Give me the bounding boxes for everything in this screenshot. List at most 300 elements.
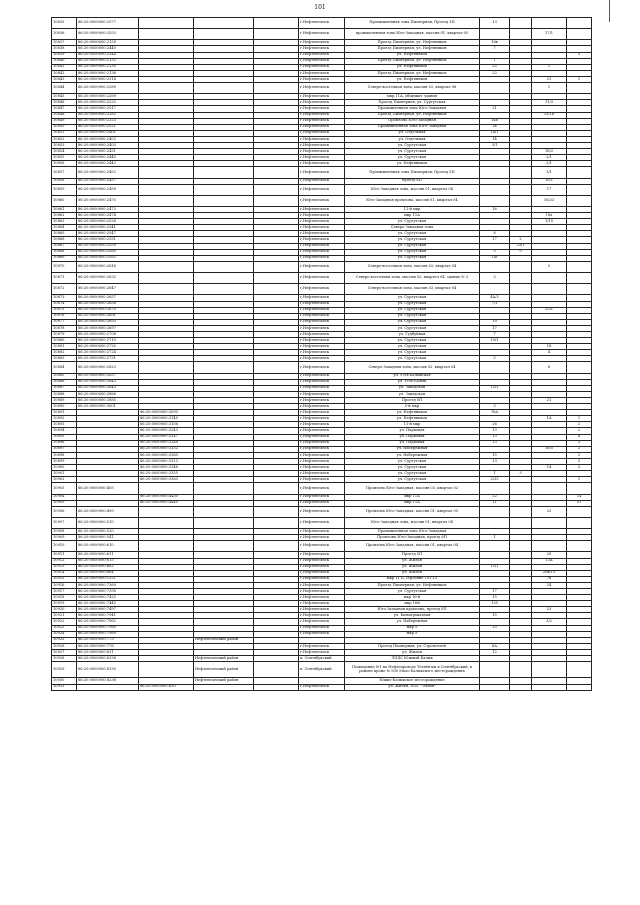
table-cell: 10923 (52, 625, 77, 631)
table-cell: ул. Нефтяников (345, 52, 480, 58)
table-cell: ул. Сургутская (345, 344, 480, 350)
table-cell: г.Нефтеюганск (299, 471, 345, 477)
table-cell: 18 (532, 344, 567, 350)
table-cell: 10890 (52, 404, 77, 410)
table-cell: п. Сентябрьский (299, 662, 345, 678)
table-cell: 10872 (52, 284, 77, 295)
table-cell: 86:20:0000000:2470 (77, 195, 139, 206)
table-cell: 10857 (52, 167, 77, 178)
table-cell: 86:20:0000000:2866 (77, 391, 139, 397)
table-cell: г.Нефтеюганск (299, 649, 345, 655)
table-cell: ул. Сургутская (345, 243, 480, 249)
table-cell: 86:20:0000000:2443 (77, 161, 139, 167)
table-cell: 10864 (52, 225, 77, 231)
table-cell: 10898 (52, 452, 77, 458)
table-cell (567, 83, 592, 94)
table-cell: 86:20:0000000:7497 (77, 607, 139, 613)
table-cell (194, 684, 254, 690)
table-cell (480, 184, 510, 195)
table-cell: ул. Сургутская (345, 295, 480, 301)
table-cell (480, 284, 510, 295)
table-cell: ул. Жилая, ПОС "Эллия" (345, 684, 480, 690)
table-cell: 10877 (52, 319, 77, 325)
table-cell: 5-й мкр (345, 404, 480, 410)
table-cell: г.Нефтеюганск (299, 178, 345, 184)
table-cell: 14 (532, 465, 567, 471)
table-cell: 10875 (52, 307, 77, 313)
table-cell: 86:20:0000000:7980 (77, 625, 139, 631)
table-cell (254, 662, 299, 678)
table-cell (532, 662, 567, 678)
table-cell: 20в/15 (532, 570, 567, 576)
table-cell (480, 261, 510, 272)
table-cell: г.Нефтеюганск (299, 452, 345, 458)
table-cell (532, 273, 567, 284)
table-cell (480, 506, 510, 517)
table-cell: г.Нефтеюганск (299, 379, 345, 385)
table-cell: 1А (532, 416, 567, 422)
table-cell (567, 541, 592, 552)
table-cell: 10880 (52, 338, 77, 344)
table-cell: 86:20:0000000:2431 (77, 149, 139, 155)
table-cell: 10836 (52, 29, 77, 40)
table-cell: 10837 (52, 40, 77, 46)
table-cell: г.Нефтеюганск (299, 319, 345, 325)
table-cell: 86:20:0000000:2457 (77, 178, 139, 184)
table-cell: Проезд 5П (345, 398, 480, 404)
table-cell: мкр 5 (345, 631, 480, 637)
table-cell: 86:20:0000000:405 (77, 483, 139, 494)
table-cell: мкр 11А (345, 500, 480, 506)
table-cell: 11/3 (532, 100, 567, 106)
table-cell (510, 541, 532, 552)
table-cell (194, 483, 254, 494)
table-cell: 22 (480, 494, 510, 500)
table-cell: г.Нефтеюганск (299, 373, 345, 379)
table-cell: 10839 (52, 52, 77, 58)
table-cell: 86:20:0000000:2440 (77, 46, 139, 52)
table-cell: 10900 (52, 465, 77, 471)
table-cell: 15 (480, 625, 510, 631)
table-cell: 86:20:0000000:2517 (77, 106, 139, 112)
table-cell: 18/2 (532, 149, 567, 155)
table-cell: ул. Сургутская (345, 155, 480, 161)
table-cell (567, 261, 592, 272)
table-cell: мкр 11 Б, строение 101-15 (345, 576, 480, 582)
table-cell: 86:20:0000000:811 (77, 649, 139, 655)
table-cell: 10/1 (532, 178, 567, 184)
table-cell: ул. Сургутская (345, 219, 480, 225)
table-cell: мкр 11А (345, 494, 480, 500)
table-cell (77, 684, 139, 690)
table-cell: 86:20:0000000:7445 (77, 601, 139, 607)
table-cell: г.Нефтеюганск (299, 398, 345, 404)
table-cell (480, 195, 510, 206)
table-cell: 86:20:0000000:2632 (77, 273, 139, 284)
table-cell (254, 284, 299, 295)
table-cell: 86:20:0000000:2225 (77, 100, 139, 106)
table-cell (254, 184, 299, 195)
table-cell: г.Нефтеюганск (299, 350, 345, 356)
table-cell: 86:20:0000000:662 (77, 564, 139, 570)
table-cell: 10906 (52, 506, 77, 517)
table-cell: 86:20:0000000:2553 (77, 29, 139, 40)
table-cell: 10854 (52, 149, 77, 155)
table-cell: г.Нефтеюганск (299, 261, 345, 272)
table-cell: ул. Сургутская (345, 237, 480, 243)
table-cell (567, 167, 592, 178)
table-cell: г.Нефтеюганск (299, 136, 345, 142)
table-cell: 86:20:0000000:3093 (139, 410, 194, 416)
table-cell: Проезд Пионерная, ул. Нефтяников (345, 70, 480, 76)
table-cell: 13 (480, 434, 510, 440)
table-cell: 86:20:0000000:4440 (139, 500, 194, 506)
table-cell: 1 (532, 64, 567, 70)
table-cell: 10884 (52, 362, 77, 373)
table-cell: 86:20:0000000:1321 (77, 576, 139, 582)
table-cell: г.Нефтеюганск (299, 237, 345, 243)
table-cell: 10902 (52, 477, 77, 483)
table-cell: 86:20:0000000:2731 (77, 356, 139, 362)
table-cell: 14/1 (480, 130, 510, 136)
table-cell: 86:20:0000000:2582 (77, 255, 139, 261)
table-cell (510, 83, 532, 94)
table-cell: 5 (532, 261, 567, 272)
table-cell: 10859 (52, 184, 77, 195)
table-cell (510, 167, 532, 178)
table-cell: 10921 (52, 613, 77, 619)
table-cell: г.Нефтеюганск (299, 404, 345, 410)
table-cell: 2 (567, 452, 592, 458)
table-cell: 12 (480, 649, 510, 655)
table-cell: 1 (567, 76, 592, 82)
table-cell: 86:20:0000000:2403 (77, 142, 139, 148)
table-cell: г.Нефтеюганск (299, 64, 345, 70)
table-cell: ул. Заводская (345, 391, 480, 397)
table-cell: г.Нефтеюганск (299, 331, 345, 337)
table-cell: г.Нефтеюганск (299, 255, 345, 261)
table-cell: ул. Усть-Балык (345, 379, 480, 385)
table-cell: 86:20:0000000:2544 (77, 52, 139, 58)
table-cell: Проезд Пионерная, ул. Строителей (345, 643, 480, 649)
page-number: 101 (314, 4, 326, 11)
table-cell: ул. Набережная (345, 452, 480, 458)
table-row (52, 18, 592, 29)
table-cell: 86:20:0000000:773 (77, 637, 139, 643)
table-cell (254, 83, 299, 94)
table-cell: 10901 (52, 471, 77, 477)
table-cell: 2/33 (480, 477, 510, 483)
table-cell: Проезд Пионерная, ул. Нефтяников (345, 40, 480, 46)
table-cell: 86:20:0000000:8238 (77, 678, 139, 684)
table-cell: 22 (480, 64, 510, 70)
table-cell: Промзона Юго-Западная, проезд 6П (345, 535, 480, 541)
table-cell: ул. Сургутская (345, 255, 480, 261)
table-cell: 10876 (52, 313, 77, 319)
table-row (52, 184, 592, 195)
table-cell (567, 684, 592, 690)
table-cell: г.Нефтеюганск (299, 477, 345, 483)
table-cell: 15 (480, 595, 510, 601)
table-cell: 3/1 (532, 167, 567, 178)
table-cell (532, 684, 567, 690)
table-cell (480, 483, 510, 494)
table-cell (567, 195, 592, 206)
table-cell: 3 (567, 465, 592, 471)
table-cell: 11-й мкр (345, 207, 480, 213)
table-cell: 10917 (52, 589, 77, 595)
table-cell: 10883 (52, 356, 77, 362)
table-cell (254, 362, 299, 373)
table-cell: 5 (480, 356, 510, 362)
table-cell: 86:20:0000000:2452 (77, 167, 139, 178)
table-cell: 4 (532, 350, 567, 356)
table-cell: 13 (480, 428, 510, 434)
table-cell: ЛПДС Южный Балык (345, 656, 480, 662)
table-cell: ул. Жилая (345, 570, 480, 576)
table-cell: г.Нефтеюганск (299, 558, 345, 564)
table-cell: 86:20:0000000:3248 (139, 440, 194, 446)
table-cell: 10858 (52, 178, 77, 184)
table-cell: 1/10 (532, 219, 567, 225)
table-cell: 10907 (52, 517, 77, 528)
table-cell: г.Нефтеюганск (299, 416, 345, 422)
table-cell: 86:20:0000000:8138 (77, 656, 139, 662)
table-cell: 11-й мкр (345, 422, 480, 428)
table-cell: г.Нефтеюганск (299, 307, 345, 313)
table-cell: 86:20:0000000:3355 (139, 471, 194, 477)
table-cell: г.Нефтеюганск (299, 410, 345, 416)
table-cell: 86:20:0000000:2323 (77, 118, 139, 124)
table-cell: г.Нефтеюганск (299, 213, 345, 219)
table-cell: 10912 (52, 558, 77, 564)
table-cell: ул. Отдельная (345, 136, 480, 142)
table-cell: 4А/2 (480, 295, 510, 301)
table-cell: 10867 (52, 243, 77, 249)
table-cell: 10911 (52, 552, 77, 558)
table-cell: г.Нефтеюганск (299, 458, 345, 464)
table-cell: 10849 (52, 118, 77, 124)
table-cell (532, 284, 567, 295)
table-cell: ул. Сургутская (345, 465, 480, 471)
table-cell: г.Нефтеюганск (299, 385, 345, 391)
table-row (52, 662, 592, 678)
table-cell: г.Нефтеюганск (299, 325, 345, 331)
table-cell: 1 (567, 477, 592, 483)
table-cell (139, 261, 194, 272)
table-cell (567, 662, 592, 678)
table-cell: 86:20:0000000:2693 (77, 319, 139, 325)
table-cell: 10904 (52, 494, 77, 500)
table-cell (254, 261, 299, 272)
table-cell: 10920 (52, 607, 77, 613)
table-cell: 86:20:0000000:2472 (77, 207, 139, 213)
table-cell: 7 (480, 331, 510, 337)
table-cell: г.Нефтеюганск (299, 106, 345, 112)
table-cell: 15 (480, 613, 510, 619)
table-cell: г.Нефтеюганск (299, 613, 345, 619)
table-cell: 10881 (52, 344, 77, 350)
table-cell: 86:20:0000000:2139 (77, 40, 139, 46)
table-cell (194, 273, 254, 284)
table-cell: ул. Сургутская (345, 325, 480, 331)
table-cell: г.Нефтеюганск (299, 52, 345, 58)
table-cell (194, 195, 254, 206)
table-cell: г.Нефтеюганск (299, 434, 345, 440)
table-cell (194, 29, 254, 40)
table-cell (139, 273, 194, 284)
table-cell: г.Нефтеюганск (299, 601, 345, 607)
table-row (52, 195, 592, 206)
table-cell: 86:20:0000000:2616 (77, 261, 139, 272)
table-cell (254, 195, 299, 206)
table-cell: мкр 11А (345, 213, 480, 219)
table-cell: г.Нефтеюганск (299, 249, 345, 255)
table-cell: 86:20:0000000:2675 (77, 307, 139, 313)
table-cell: г.Нефтеюганск (299, 500, 345, 506)
table-cell: 10905 (52, 500, 77, 506)
table-cell: ул. Нефтяников (345, 416, 480, 422)
table-cell: г.Нефтеюганск (299, 541, 345, 552)
table-cell: мкр 16й (345, 601, 480, 607)
table-cell: п. Сентябрьский (299, 656, 345, 662)
table-cell: Юго-Западная зона, массив 01, квартал 04 (345, 517, 480, 528)
table-cell: 10841 (52, 64, 77, 70)
table-cell: 10862 (52, 213, 77, 219)
table-cell: 10869 (52, 255, 77, 261)
table-cell: промышленная зона Юго-Западная, массив 01, квартал 05 (345, 29, 480, 40)
table-cell: г.Нефтеюганск (299, 552, 345, 558)
table-cell (480, 83, 510, 94)
table-cell: ул. Жилая (345, 558, 480, 564)
table-cell: 86:20:0000000:3346 (139, 465, 194, 471)
table-cell: 9 (510, 249, 532, 255)
table-cell: г.Нефтеюганск (299, 130, 345, 136)
table-cell: 10918 (52, 595, 77, 601)
table-cell: 17 (480, 589, 510, 595)
table-cell: 86:20:0000000:3260 (139, 452, 194, 458)
table-cell: г.Нефтеюганск (299, 142, 345, 148)
table-row (52, 284, 592, 295)
table-cell: 10860 (52, 195, 77, 206)
table-cell: г.Нефтеюганск (299, 118, 345, 124)
table-cell (510, 195, 532, 206)
table-cell: ул. Сургутская (345, 350, 480, 356)
table-cell: 86:20:0000000:2528 (77, 219, 139, 225)
table-cell: 10924 (52, 631, 77, 637)
table-cell: г.Нефтеюганск (299, 46, 345, 52)
table-cell (567, 18, 592, 29)
table-cell (254, 483, 299, 494)
table-cell: 10879 (52, 331, 77, 337)
table-cell: 86:20:0000000:2658 (77, 301, 139, 307)
table-cell (139, 18, 194, 29)
table-cell (254, 29, 299, 40)
table-cell (194, 18, 254, 29)
table-cell: ул. Сургутская (345, 319, 480, 325)
table-cell: 17 (480, 325, 510, 331)
table-cell: ул. Сургутская (345, 589, 480, 595)
table-cell (254, 541, 299, 552)
table-cell: ул. Сургутская (345, 149, 480, 155)
table-cell: 15/16 (532, 112, 567, 118)
table-cell: 10914 (52, 570, 77, 576)
table-cell: 86:20:0000000:2710 (77, 338, 139, 344)
table-cell: 86:20:0000000:2560 (77, 249, 139, 255)
cadastre-table (51, 17, 592, 691)
table-cell: Проезд Пионерная, ул. Сургутская (345, 100, 480, 106)
table-cell: г.Нефтеюганск (299, 631, 345, 637)
edge-mark (609, 0, 610, 22)
table-cell: 86:20:0000000:520 (77, 529, 139, 535)
table-cell: 17/1 (532, 29, 567, 40)
table-cell (194, 167, 254, 178)
table-cell: 17 (480, 237, 510, 243)
table-cell: г.Нефтеюганск (299, 607, 345, 613)
table-cell: 86:20:0000000:2885 (77, 398, 139, 404)
table-cell: Промзона Юго-Западная (345, 118, 480, 124)
table-cell (194, 541, 254, 552)
table-cell: 86:20:0000000:2314 (77, 76, 139, 82)
table-cell (510, 517, 532, 528)
table-cell: 10897 (52, 446, 77, 452)
table-cell: 86:20:0000000:3243 (139, 428, 194, 434)
table-cell: г.Нефтеюганск (299, 494, 345, 500)
table-cell: ул. Сургутская (345, 313, 480, 319)
table-cell: 22 (480, 70, 510, 76)
table-cell: 2/1 (532, 155, 567, 161)
table-cell: ул. Парковая (345, 440, 480, 446)
table-cell (194, 83, 254, 94)
table-cell: 10888 (52, 391, 77, 397)
table-cell: 86:20:0000000:3252 (139, 446, 194, 452)
table-cell: ул. Сургутская (345, 307, 480, 313)
table-cell: 10852 (52, 136, 77, 142)
table-cell: 10889 (52, 398, 77, 404)
table-cell: г.Нефтеюганск (299, 535, 345, 541)
table-cell: 10850 (52, 124, 77, 130)
table-cell: 86:20:0000000:2551 (77, 237, 139, 243)
table-cell (194, 517, 254, 528)
table-cell: 1 (532, 83, 567, 94)
table-row (52, 362, 592, 373)
table-cell: г.Нефтеюганск (299, 446, 345, 452)
table-cell: 3/1 (480, 142, 510, 148)
table-cell: ул. Нефтяников (345, 64, 480, 70)
table-cell: 10874 (52, 301, 77, 307)
table-cell: ул. Нефтяников (345, 76, 480, 82)
table-row (52, 483, 592, 494)
table-cell: 86:20:0000000:2837 (77, 373, 139, 379)
table-cell: ул. Сургутская (345, 458, 480, 464)
table-cell (567, 483, 592, 494)
table-cell: 3 (567, 52, 592, 58)
table-cell: ул. Набережная (345, 619, 480, 625)
table-cell: г.Нефтеюганск (299, 391, 345, 397)
table-cell: 10835 (52, 18, 77, 29)
table-cell: 10843 (52, 76, 77, 82)
table-cell: 10863 (52, 219, 77, 225)
table-cell (510, 18, 532, 29)
table-cell: ул. Сургутская (345, 356, 480, 362)
table-cell: г.Нефтеюганск (299, 344, 345, 350)
table-cell (480, 662, 510, 678)
table-cell: г.Нефтеюганск (299, 83, 345, 94)
table-cell: 13 (480, 440, 510, 446)
table-cell: 10866 (52, 237, 77, 243)
table-cell: г.Нефтеюганск (299, 422, 345, 428)
table-cell (510, 284, 532, 295)
